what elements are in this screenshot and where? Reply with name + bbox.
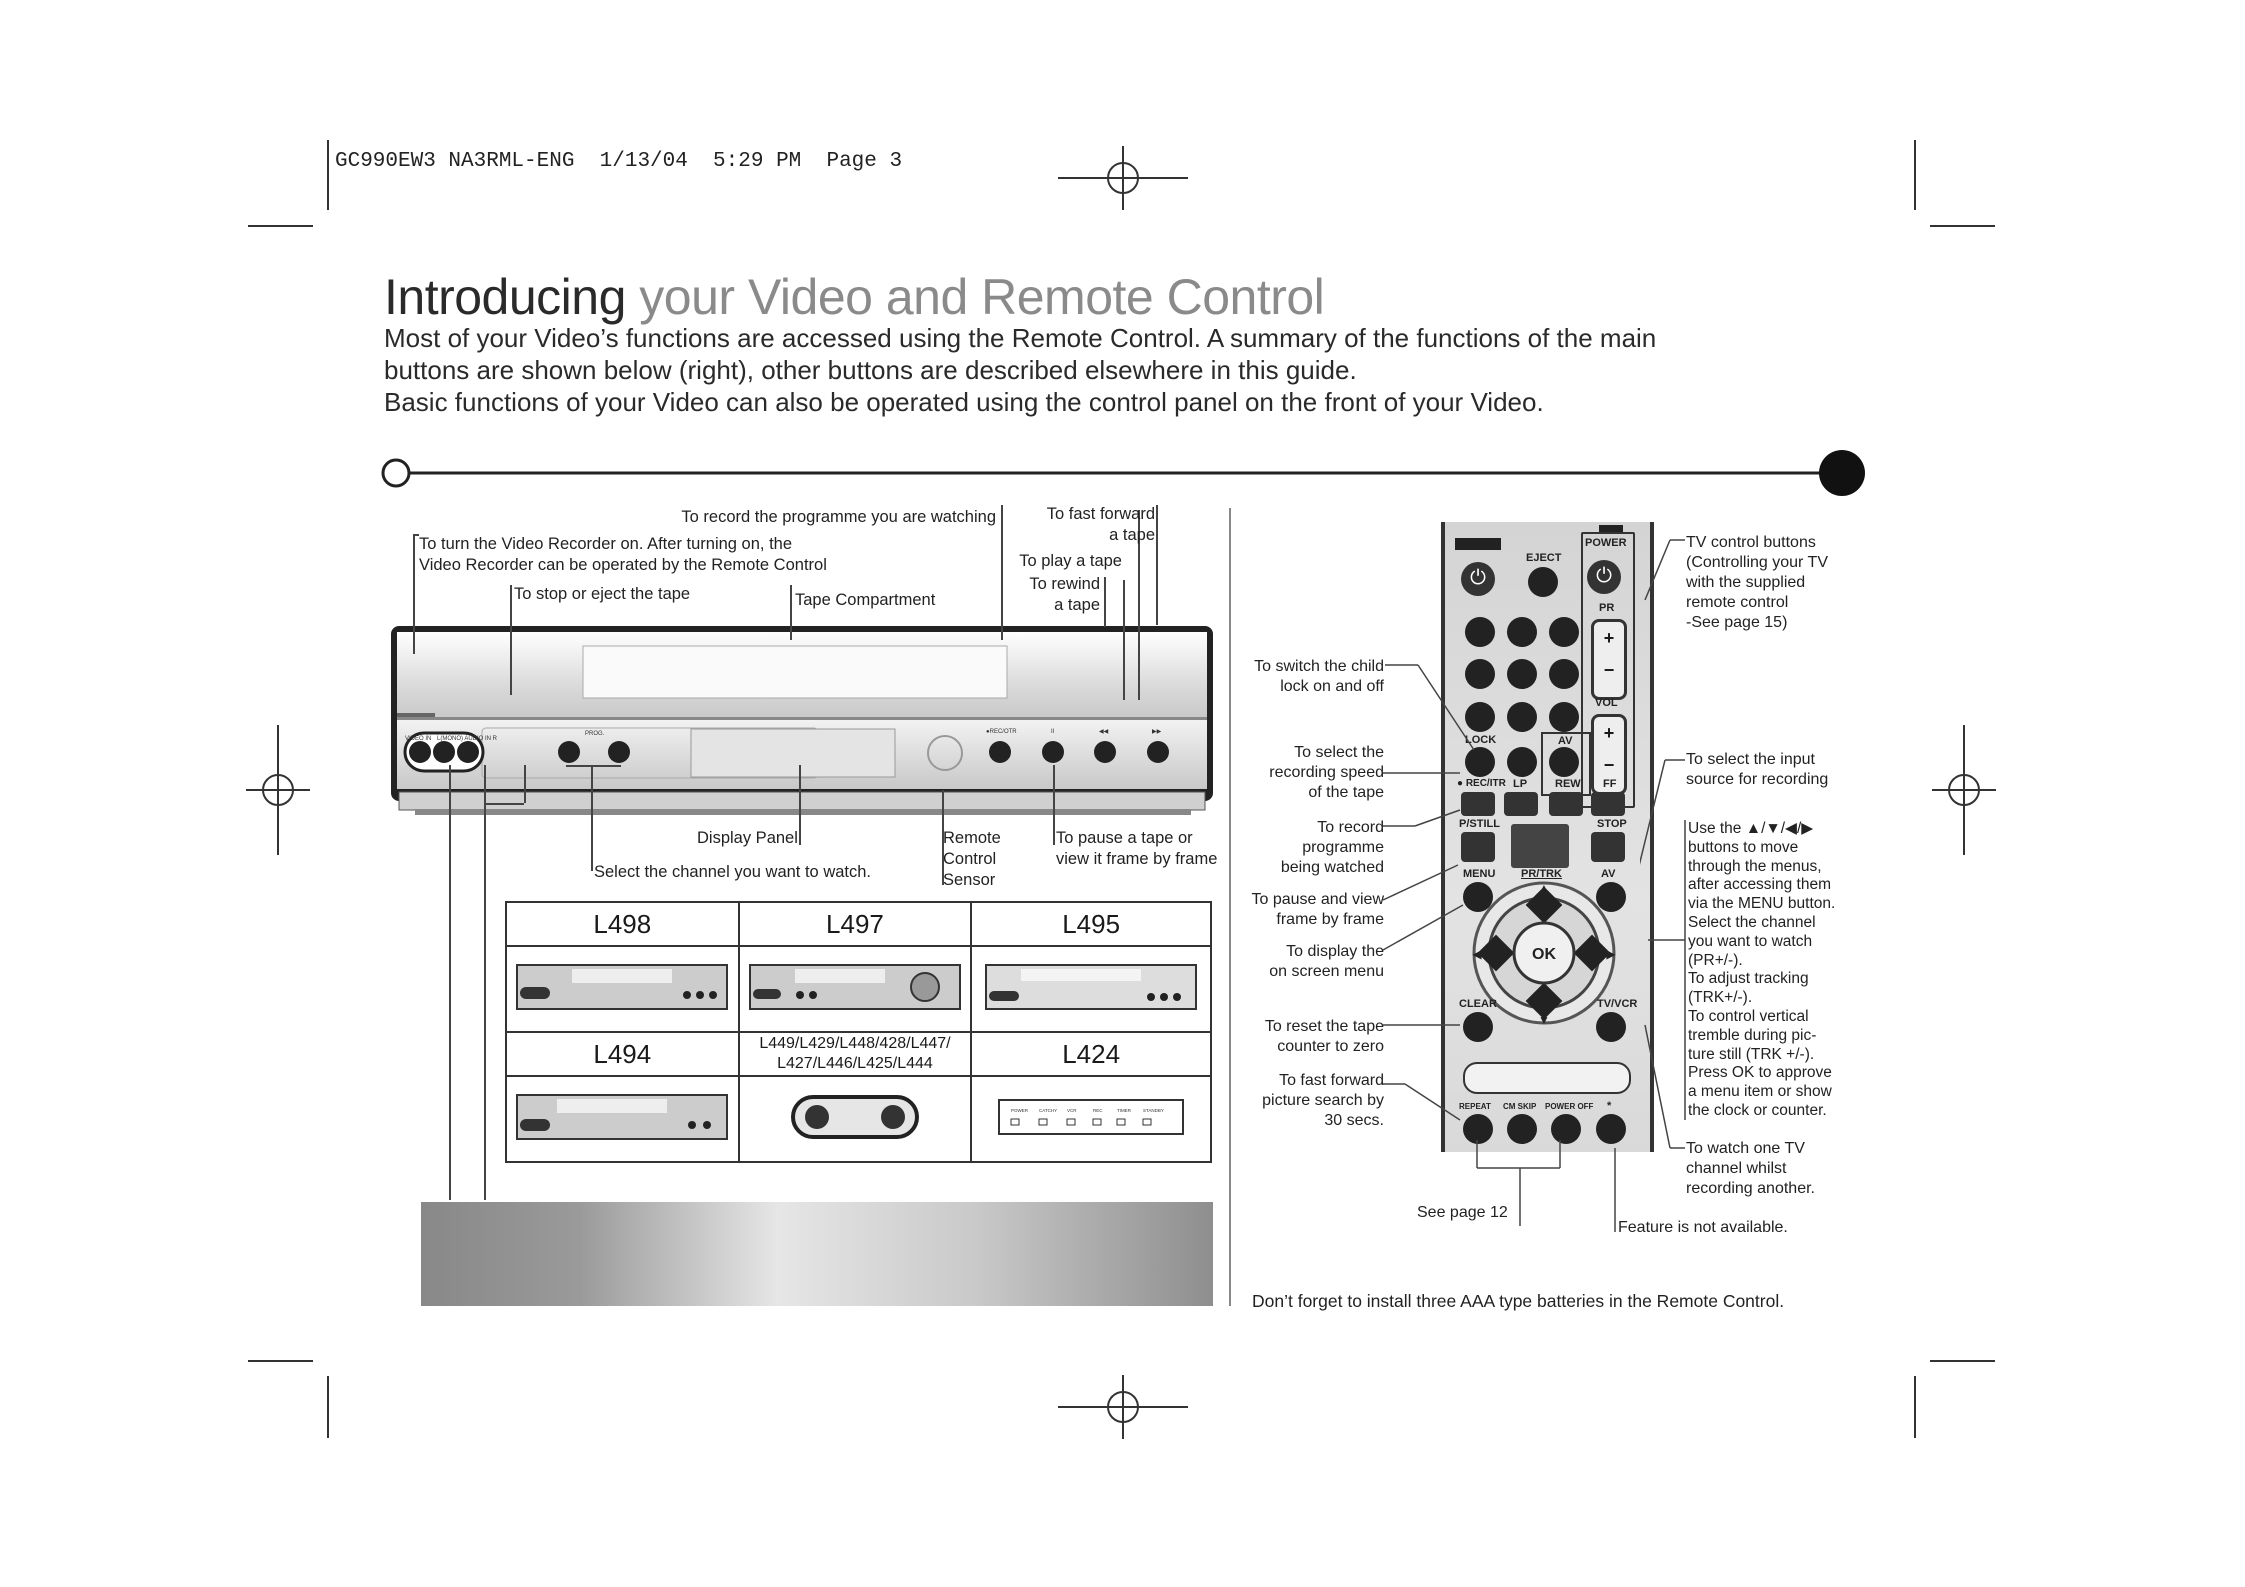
svg-text:▲: ▲ [1538,881,1550,895]
intro-line: Most of your Video’s functions are accessed using the Remote Control. A summary of the functions of the main [384,323,1657,353]
registration-mark-left [246,725,310,855]
remote-label-pr: PR [1599,602,1615,614]
vcr-panel-label: PROG. [585,731,605,737]
model-name: L494 [506,1032,739,1076]
crop-mark [1914,1376,1916,1438]
label-fast-forward: To fast forward a tape [1046,505,1155,544]
model-image [506,1076,739,1162]
intro-paragraph [384,322,1784,418]
label-ff-30: To fast forward picture search by 30 secs. [1262,1072,1384,1129]
label-play: To play a tape [1019,552,1122,570]
crop-mark [1930,1360,1995,1362]
label-pause: To pause a tape or view it frame by frame [1056,829,1218,868]
model-name-list: L449/L429/L448/428/L447/ L427/L446/L425/L444 [739,1032,972,1076]
model-image [506,946,739,1032]
model-image [971,946,1211,1032]
label-record-programme: To record programme being watched [1280,819,1384,876]
registration-mark-top [1058,146,1188,210]
crop-mark [1914,140,1916,210]
label-tv-control: TV control buttons (Controlling your TV with the supplied remote control -See page 15) [1686,534,1828,631]
label-not-available: Feature is not available. [1618,1219,1788,1236]
label-child-lock: To switch the child lock on and off [1254,658,1384,695]
remote-label-tvvcr: TV/VCR [1597,998,1638,1010]
page-title [384,268,1324,326]
remote-label-power: POWER [1585,537,1627,549]
label-clear: To reset the tape counter to zero [1264,1018,1384,1055]
power-button[interactable]: ⏻ [1461,562,1495,596]
remote-label-menu: MENU [1463,868,1496,880]
intro-line: buttons are shown below (right), other buttons are described elsewhere in this guide. [384,355,1357,385]
page-title-part2: your Video and Remote Control [639,269,1325,325]
model-image [739,1076,972,1162]
remote-label-repeat: REPEAT [1459,1102,1491,1111]
model-table [505,901,1212,1163]
registration-mark-bottom [1058,1375,1188,1439]
indicator-label: VCR [1067,1107,1077,1113]
crop-mark [327,140,329,210]
remote-label-av: AV [1601,868,1616,880]
svg-text:◀◀: ◀◀ [1099,729,1109,735]
label-navigation: Use the ▲/▼/◀/▶ buttons to move through the menus, after accessing them via the MENU button. Select the channel you want to watch (PR+/-). To adjust tracking (TRK+/-). To control vertical tremble during pic- ture still (TRK +/-). Press OK to approve a menu item or show the clock or counter. [1688,820,1836,1119]
decorative-gradient-bar [421,1202,1213,1306]
label-tape-compartment: Tape Compartment [795,591,936,609]
svg-text:▶: ▶ [1606,947,1616,961]
label-recording-speed: To select the recording speed of the tape [1269,744,1384,801]
model-name: L424 [971,1032,1211,1076]
remote-label-eject: EJECT [1526,552,1562,564]
svg-text:▶▶: ▶▶ [1152,729,1162,735]
remote-label-av-top: AV [1558,735,1573,747]
remote-label-clear: CLEAR [1459,998,1497,1010]
label-stop-eject: To stop or eject the tape [514,585,691,603]
label-channel: Select the channel you want to watch. [594,863,872,881]
model-name: L495 [971,902,1211,946]
ok-label: OK [1532,946,1556,963]
label-rewind: To rewind a tape [1029,575,1100,614]
vcr-panel-label: L(MONO) AUDIO IN R [437,736,498,742]
model-name: L498 [506,902,739,946]
remote-label-recitr: ● REC/ITR [1457,778,1506,789]
remote-label-ff: FF [1603,778,1617,790]
label-remote-sensor: Remote Control Sensor [943,829,1001,889]
vcr-panel-label: VIDEO IN [405,736,432,742]
crop-mark [248,1360,313,1362]
label-tv-vcr: To watch one TV channel whilst recording another. [1686,1140,1815,1197]
label-see-page-12: See page 12 [1417,1204,1508,1221]
indicator-label: CATCHY [1039,1107,1058,1113]
label-display-panel: Display Panel [697,829,798,847]
crop-mark [327,1376,329,1438]
remote-callout-lines [1380,520,1680,1240]
svg-text:▼: ▼ [1538,1013,1550,1027]
indicator-label: POWER [1011,1107,1029,1113]
remote-label-cmskip: CM SKIP [1503,1102,1537,1111]
battery-note: Don’t forget to install three AAA type batteries in the Remote Control. [1252,1291,1785,1311]
indicator-label: REC [1093,1107,1103,1113]
label-input-source: To select the input source for recording [1686,751,1829,788]
tv-volume-rocker[interactable]: + − [1591,714,1627,795]
remote-label-poweroff: POWER OFF [1545,1102,1594,1111]
tv-programme-rocker[interactable]: + − [1591,619,1627,700]
section-divider [380,448,1870,498]
svg-text:◀: ◀ [1472,947,1482,961]
crop-mark [248,225,313,227]
indicator-label: STANDBY [1143,1107,1165,1113]
label-menu: To display the on screen menu [1269,943,1384,980]
svg-text:●REC/OTR: ●REC/OTR [986,729,1017,735]
label-pause-frame: To pause and view frame by frame [1251,891,1384,928]
remote-label-stop: STOP [1597,818,1627,830]
print-slug: GC990EW3 NA3RML-ENG 1/13/04 5:29 PM Page 3 [335,150,903,173]
model-image [971,1076,1211,1162]
remote-label-lock: LOCK [1465,734,1497,746]
model-name: L497 [739,902,972,946]
intro-line: Basic functions of your Video can also be operated using the control panel on the front of your Video. [384,387,1544,417]
remote-label-prtrk: PR/TRK [1521,868,1562,880]
svg-text:II: II [1051,729,1055,735]
remote-label-lp: LP [1513,778,1528,790]
remote-label-rew: REW [1555,778,1581,790]
label-record: To record the programme you are watching [681,508,996,526]
tv-power-button[interactable]: ⏻ [1587,560,1621,594]
registration-mark-right [1932,725,1996,855]
remote-label-star: * [1607,1100,1612,1112]
remote-label-vol: VOL [1595,697,1618,709]
page-title-part1: Introducing [384,269,626,325]
label-power: To turn the Video Recorder on. After turning on, the Video Recorder can be operated by the Remote Control [419,535,827,574]
crop-mark [1930,225,1995,227]
remote-label-pstill: P/STILL [1459,818,1500,830]
indicator-label: TIMER [1117,1107,1132,1113]
model-image [739,946,972,1032]
